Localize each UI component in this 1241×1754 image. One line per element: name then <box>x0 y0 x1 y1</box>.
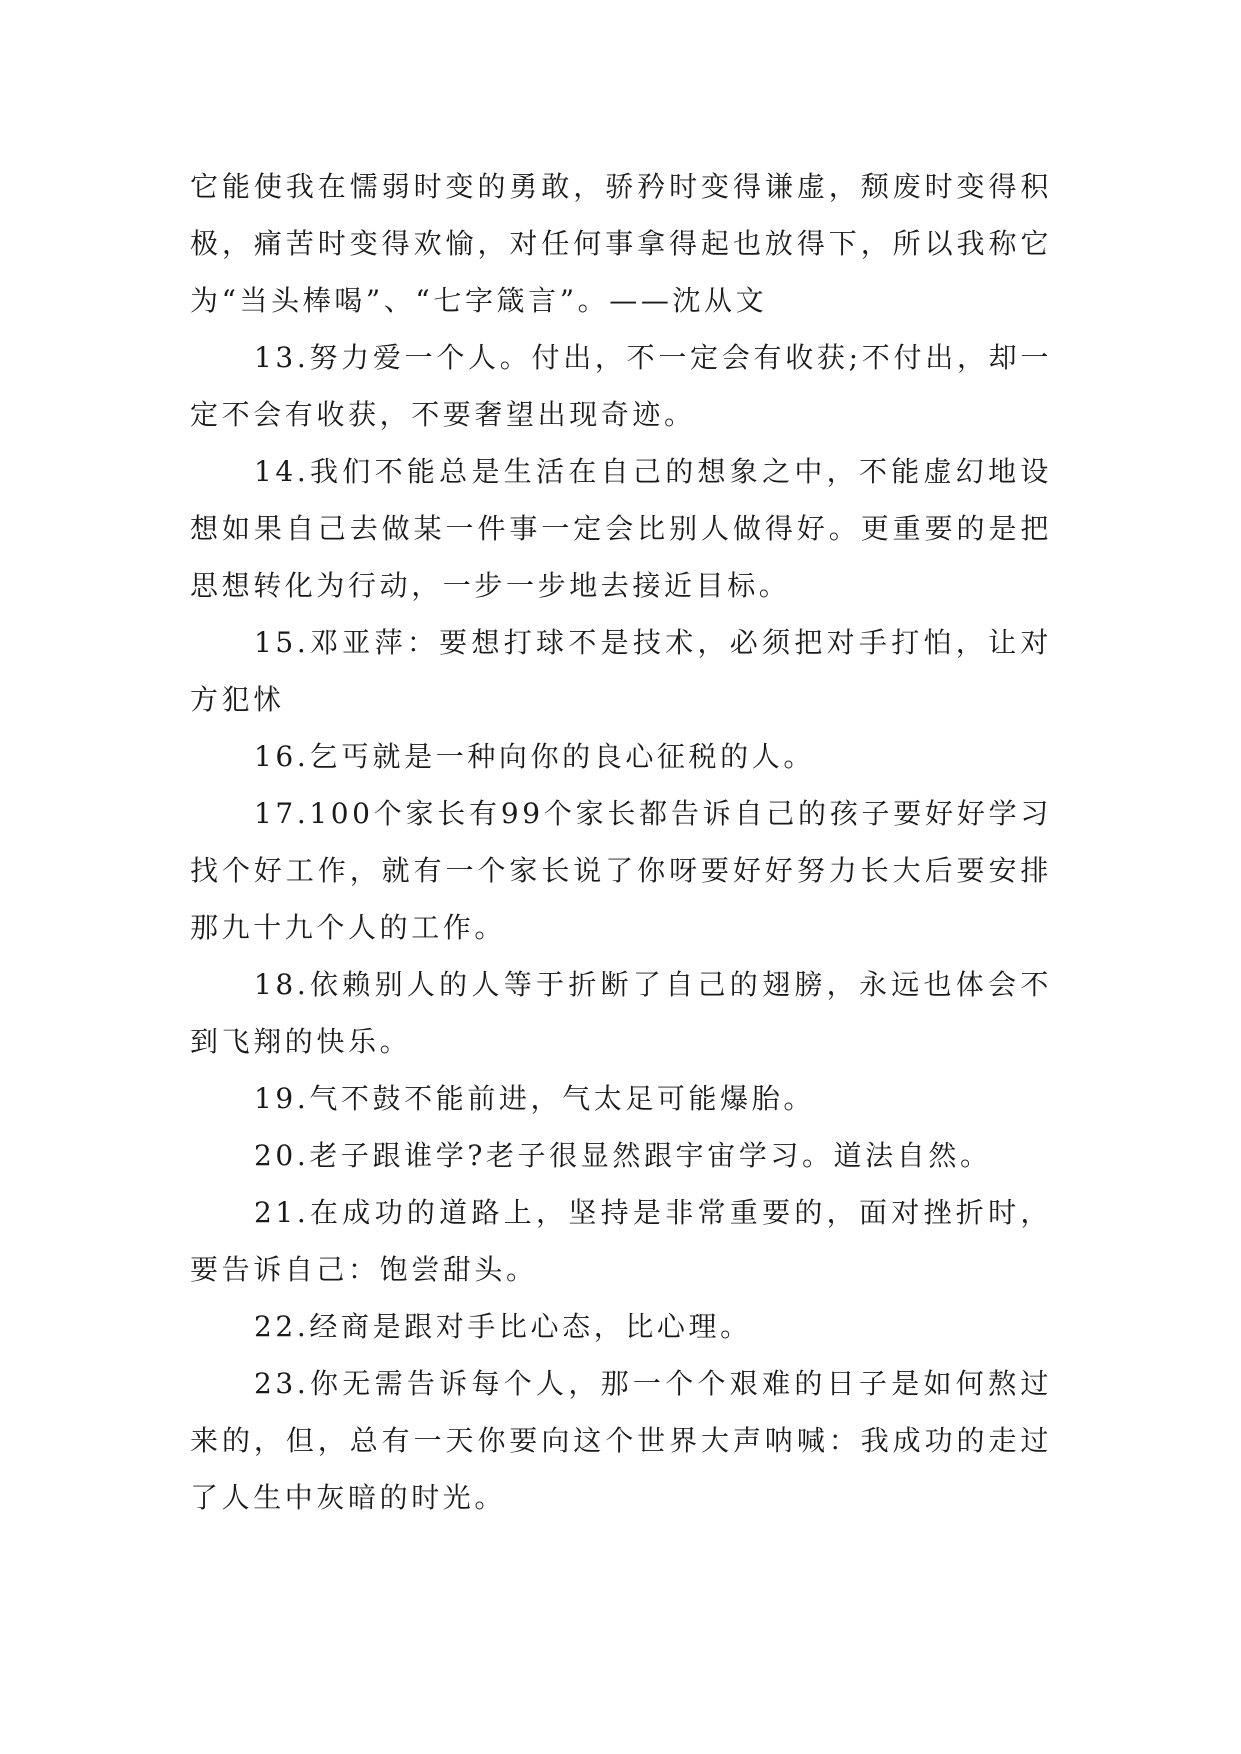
paragraph-18: 18.依赖别人的人等于折断了自己的翅膀，永远也体会不到飞翔的快乐。 <box>190 968 1052 1058</box>
paragraph-13: 13.努力爱一个人。付出，不一定会有收获;不付出，却一定不会有收获，不要奢望出现奇迹。 <box>190 341 1052 431</box>
paragraph-continuation: 它能使我在懦弱时变的勇敢，骄矜时变得谦虚，颓废时变得积极，痛苦时变得欢愉，对任何事拿得起也放得下，所以我称它为“当头棒喝”、“七字箴言”。——沈从文 <box>190 170 1052 317</box>
paragraph-23: 23.你无需告诉每个人，那一个个艰难的日子是如何熬过来的，但，总有一天你要向这个世界大声呐喊：我成功的走过了人生中灰暗的时光。 <box>190 1367 1052 1514</box>
paragraph-22: 22.经商是跟对手比心态，比心理。 <box>254 1310 752 1343</box>
paragraph-19: 19.气不鼓不能前进，气太足可能爆胎。 <box>254 1082 815 1115</box>
paragraph-15: 15.邓亚萍：要想打球不是技术，必须把对手打怕，让对方犯怵 <box>190 626 1052 716</box>
document-page <box>190 158 1052 1526</box>
paragraph-17: 17.100个家长有99个家长都告诉自己的孩子要好好学习找个好工作，就有一个家长说了你呀要好好努力长大后要安排那九十九个人的工作。 <box>190 797 1052 944</box>
paragraph-20: 20.老子跟谁学?老子很显然跟宇宙学习。道法自然。 <box>254 1139 992 1172</box>
paragraph-14: 14.我们不能总是生活在自己的想象之中，不能虚幻地设想如果自己去做某一件事一定会比别人做得好。更重要的是把思想转化为行动，一步一步地去接近目标。 <box>190 455 1052 602</box>
paragraph-21: 21.在成功的道路上，坚持是非常重要的，面对挫折时，要告诉自己：饱尝甜头。 <box>190 1196 1052 1286</box>
paragraph-16: 16.乞丐就是一种向你的良心征税的人。 <box>254 740 815 773</box>
